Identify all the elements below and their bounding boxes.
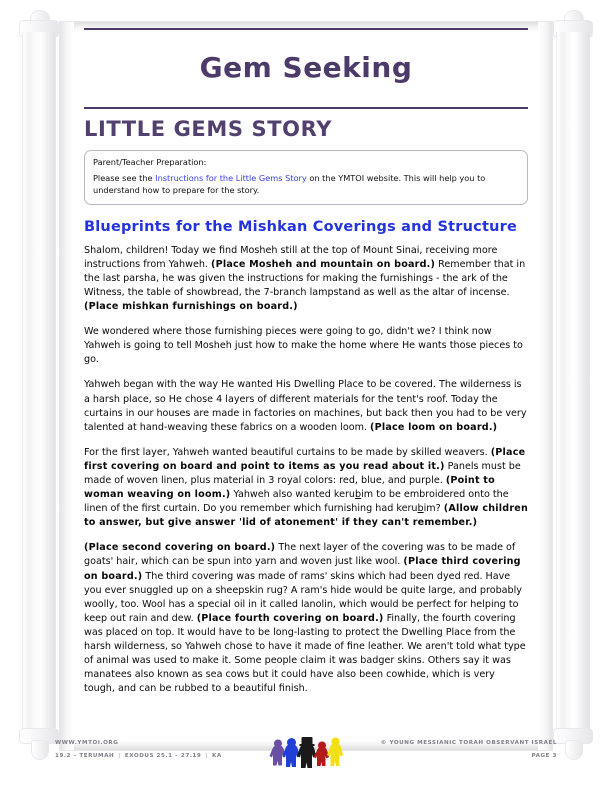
footer-scripture-reference: EXODUS 25.1 – 27.19 (124, 753, 202, 760)
stage-direction-cue: (Place loom on board.) (370, 421, 498, 433)
story-text-run: ? (435, 503, 444, 515)
stage-direction-cue: (Place second covering on board.) (84, 542, 276, 554)
stage-direction-cue: (Place Mosheh and mountain on board.) (211, 258, 436, 270)
parchment-left-shading (60, 22, 74, 750)
stage-direction-cue: (Place third covering on board.) (84, 556, 521, 582)
story-text-run: im (361, 489, 374, 501)
footer-code: KA (211, 753, 222, 760)
prep-body (93, 173, 519, 196)
prep-text-before-link: Please see the (93, 173, 156, 184)
story-text-run: The next layer of the covering was to be made of goats' hair, which can be spun into yarn and woven just like wool. (84, 542, 516, 568)
footer-separator-1: | (118, 753, 121, 760)
story-paragraph (84, 446, 528, 531)
footer-portion: 19.2 – TERUMAH (55, 753, 115, 760)
stage-direction-cue: (Allow children to answer, but give answer 'lid of atonement' if they can't remember.) (84, 503, 528, 529)
story-text-run: im (423, 503, 436, 515)
footer-right-block (381, 740, 557, 759)
section-title: LITTLE GEMS STORY (84, 117, 333, 142)
blueprint-heading: Blueprints for the Mishkan Coverings and Structure (84, 218, 517, 235)
little-gems-instructions-link[interactable]: Instructions for the Little Gems Story (155, 173, 307, 184)
title-rule-bottom (84, 107, 528, 109)
story-text-run: Remember that in the last parsha, he was given the instructions for making the furnishings - the ark of the Witness, the table of showbread, the 7-branch lampstand as well as the altar of incense. (84, 258, 526, 298)
underlined-letter: b (355, 489, 362, 501)
parchment-right-shading (538, 22, 552, 750)
story-text-run: The third covering was made of rams' skins which had been dyed red. Have you ever snuggled up on a sheepskin rug? A ram's hide would be quite large, and probably woolly, too. Wool has a special oil in it called lanolin, which would be perfect for helping to keep out rain and dew. (84, 570, 522, 624)
story-text-run: Panels must be made of woven linen, plus material in 3 royal colors: red, blue, and purple. (84, 460, 521, 486)
story-paragraph (84, 325, 528, 367)
scroll-shaft-right (556, 32, 590, 732)
story-paragraph (84, 378, 528, 434)
story-paragraph (84, 541, 528, 696)
page-title: Gem Seeking (199, 50, 413, 84)
footer-page-number: PAGE 3 (531, 753, 557, 760)
scroll-rod-right (552, 10, 594, 762)
scroll-shaft-left (22, 32, 56, 732)
stage-direction-cue: (Place first covering on board and point to items as you read about it.) (84, 446, 526, 472)
story-text-run: Shalom, children! Today we find Mosheh still at the top of Mount Sinai, receiving more instructions from Yahweh. (84, 244, 498, 270)
story-text-run: keru (396, 503, 418, 515)
title-rule-top (84, 28, 528, 30)
story-text-run: Yahweh began with the way He wanted His Dwelling Place to be covered. The wilderness is a harsh place, so He chose 4 layers of different materials for the tent's roof. Today the curtains in our houses are made in factories on machines, but back then you had to be very talented at hand-weaving these fabrics on a wooden loom. (84, 379, 527, 433)
ymtoi-five-figures-logo (267, 736, 345, 774)
underlined-letter: b (417, 503, 424, 515)
footer-copyright: © YOUNG MESSIANIC TORAH OBSERVANT ISRAEL (380, 740, 557, 746)
story-text-run: to be embroidered onto the linen of the first curtain. Do you remember which furnishing had (84, 489, 509, 515)
story-text-run: For the first layer, Yahweh wanted beautiful curtains to be made by skilled weavers. (84, 446, 491, 458)
stage-direction-cue: (Place mishkan furnishings on board.) (84, 301, 298, 313)
stage-direction-cue: (Point to woman weaving on loom.) (84, 475, 495, 501)
page-footer (0, 736, 612, 784)
story-text-run: keru (333, 489, 356, 501)
stage-direction-cue: (Place fourth covering on board.) (196, 612, 384, 624)
footer-metadata (55, 753, 222, 759)
story-text-run: Yahweh also wanted (230, 489, 334, 501)
story-paragraph (84, 244, 528, 314)
scroll-rod-left (18, 10, 60, 762)
footer-left-block (55, 740, 222, 759)
story-body (84, 244, 528, 697)
document-content (84, 28, 528, 696)
prep-label: Parent/Teacher Preparation: (93, 157, 207, 168)
footer-website-url[interactable]: WWW.YMTOI.ORG (55, 740, 119, 746)
prep-text-after-link: on the YMTOI website. This will help you to understand how to prepare for the story. (93, 173, 486, 196)
story-text-run: Finally, the fourth covering was placed on top. It would have to be long-lasting to protect the Dwelling Place from the harsh wilderness, so Yahweh chose to have it made of fine leather. We aren't told what type of animal was used to make it. Some people claim it was badger skins. Others say it was manatees also known as sea cows but it could have also been cowhide, which is very tough, and can be rubbed to a beautiful finish. (84, 612, 526, 695)
parent-teacher-preparation-box (84, 150, 528, 204)
story-text-run: We wondered where those furnishing pieces were going to go, didn't we? I think now Yahweh is going to tell Mosheh just how to make the home where He wants those pieces to go. (84, 326, 523, 366)
footer-separator-2: | (205, 753, 208, 760)
